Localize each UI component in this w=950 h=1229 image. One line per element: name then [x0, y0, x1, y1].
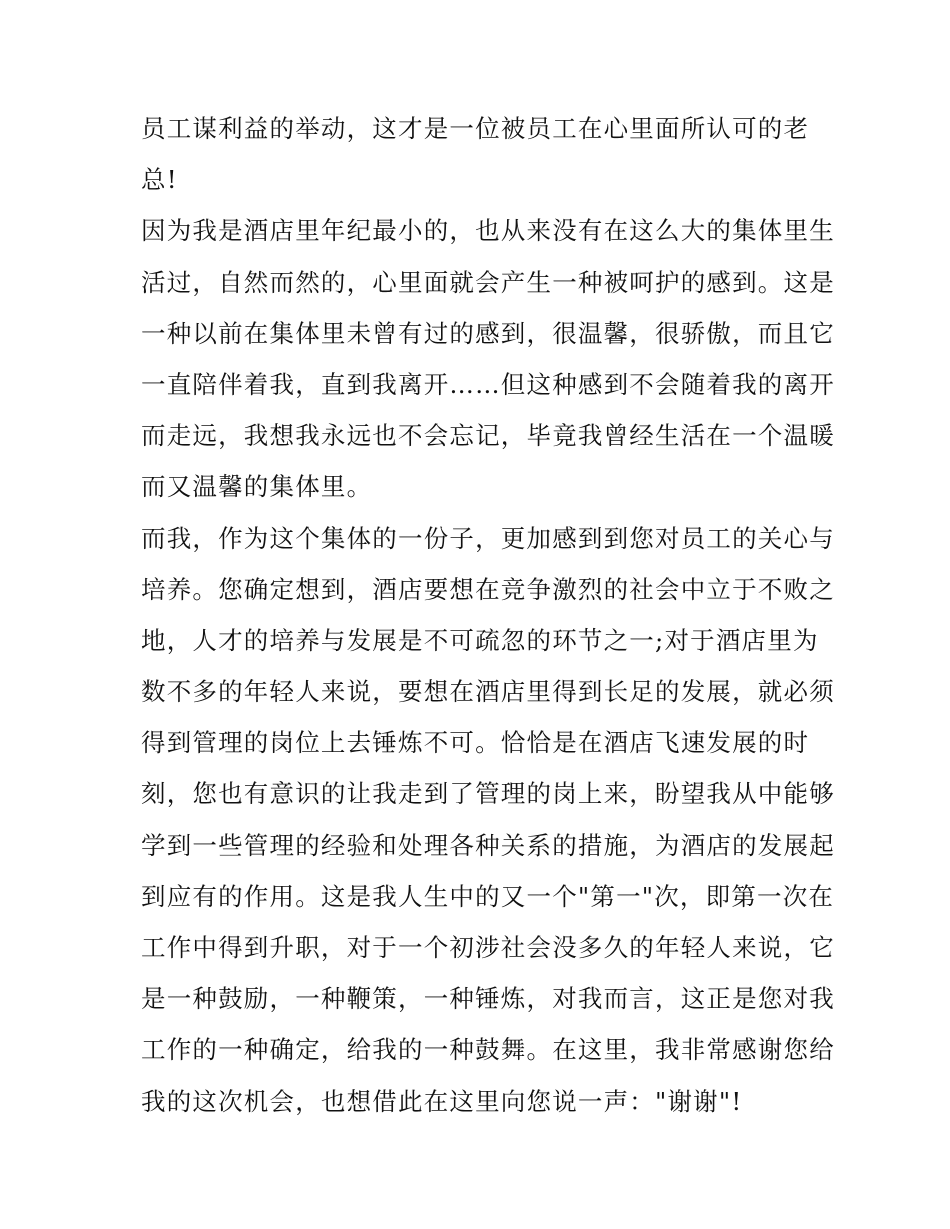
text-line: 总!	[141, 165, 178, 195]
text-line: 是一种鼓励，一种鞭策，一种锤炼，对我而言，这正是您对我	[141, 984, 835, 1014]
text-line: 刻，您也有意识的让我走到了管理的岗上来，盼望我从中能够	[141, 779, 835, 809]
text-line: 而我，作为这个集体的一份子，更加感到到您对员工的关心与	[141, 523, 835, 553]
text-line: 工作中得到升职，对于一个初涉社会没多久的年轻人来说，它	[141, 933, 835, 962]
letter-body	[141, 103, 835, 1127]
text-line: 活过，自然而然的，心里面就会产生一种被呵护的感到。这是	[141, 267, 835, 297]
text-line: 而走远，我想我永远也不会忘记，毕竟我曾经生活在一个温暖	[141, 421, 835, 451]
text-line: 员工谋利益的举动，这才是一位被员工在心里面所认可的老	[141, 114, 810, 143]
text-line: 因为我是酒店里年纪最小的，也从来没有在这么大的集体里生	[141, 216, 835, 246]
text-line: 到应有的作用。这是我人生中的又一个"第一"次，即第一次在	[141, 881, 835, 911]
text-line: 培养。您确定想到，酒店要想在竞争激烈的社会中立于不败之	[141, 574, 835, 604]
text-line: 数不多的年轻人来说，要想在酒店里得到长足的发展，就必须	[141, 677, 835, 707]
text-line: 而又温馨的集体里。	[141, 472, 373, 502]
text-line: 一直陪伴着我，直到我离开……但这种感到不会随着我的离开	[141, 369, 835, 399]
text-line: 我的这次机会，也想借此在这里向您说一声："谢谢"!	[141, 1086, 743, 1116]
text-line: 工作的一种确定，给我的一种鼓舞。在这里，我非常感谢您给	[141, 1035, 835, 1065]
text-line: 得到管理的岗位上去锤炼不可。恰恰是在酒店飞速发展的时	[141, 728, 810, 758]
text-line: 一种以前在集体里未曾有过的感到，很温馨，很骄傲，而且它	[141, 318, 835, 348]
text-line: 学到一些管理的经验和处理各种关系的措施，为酒店的发展起	[141, 830, 835, 860]
text-line: 地，人才的培养与发展是不可疏忽的环节之一;对于酒店里为	[141, 625, 819, 655]
